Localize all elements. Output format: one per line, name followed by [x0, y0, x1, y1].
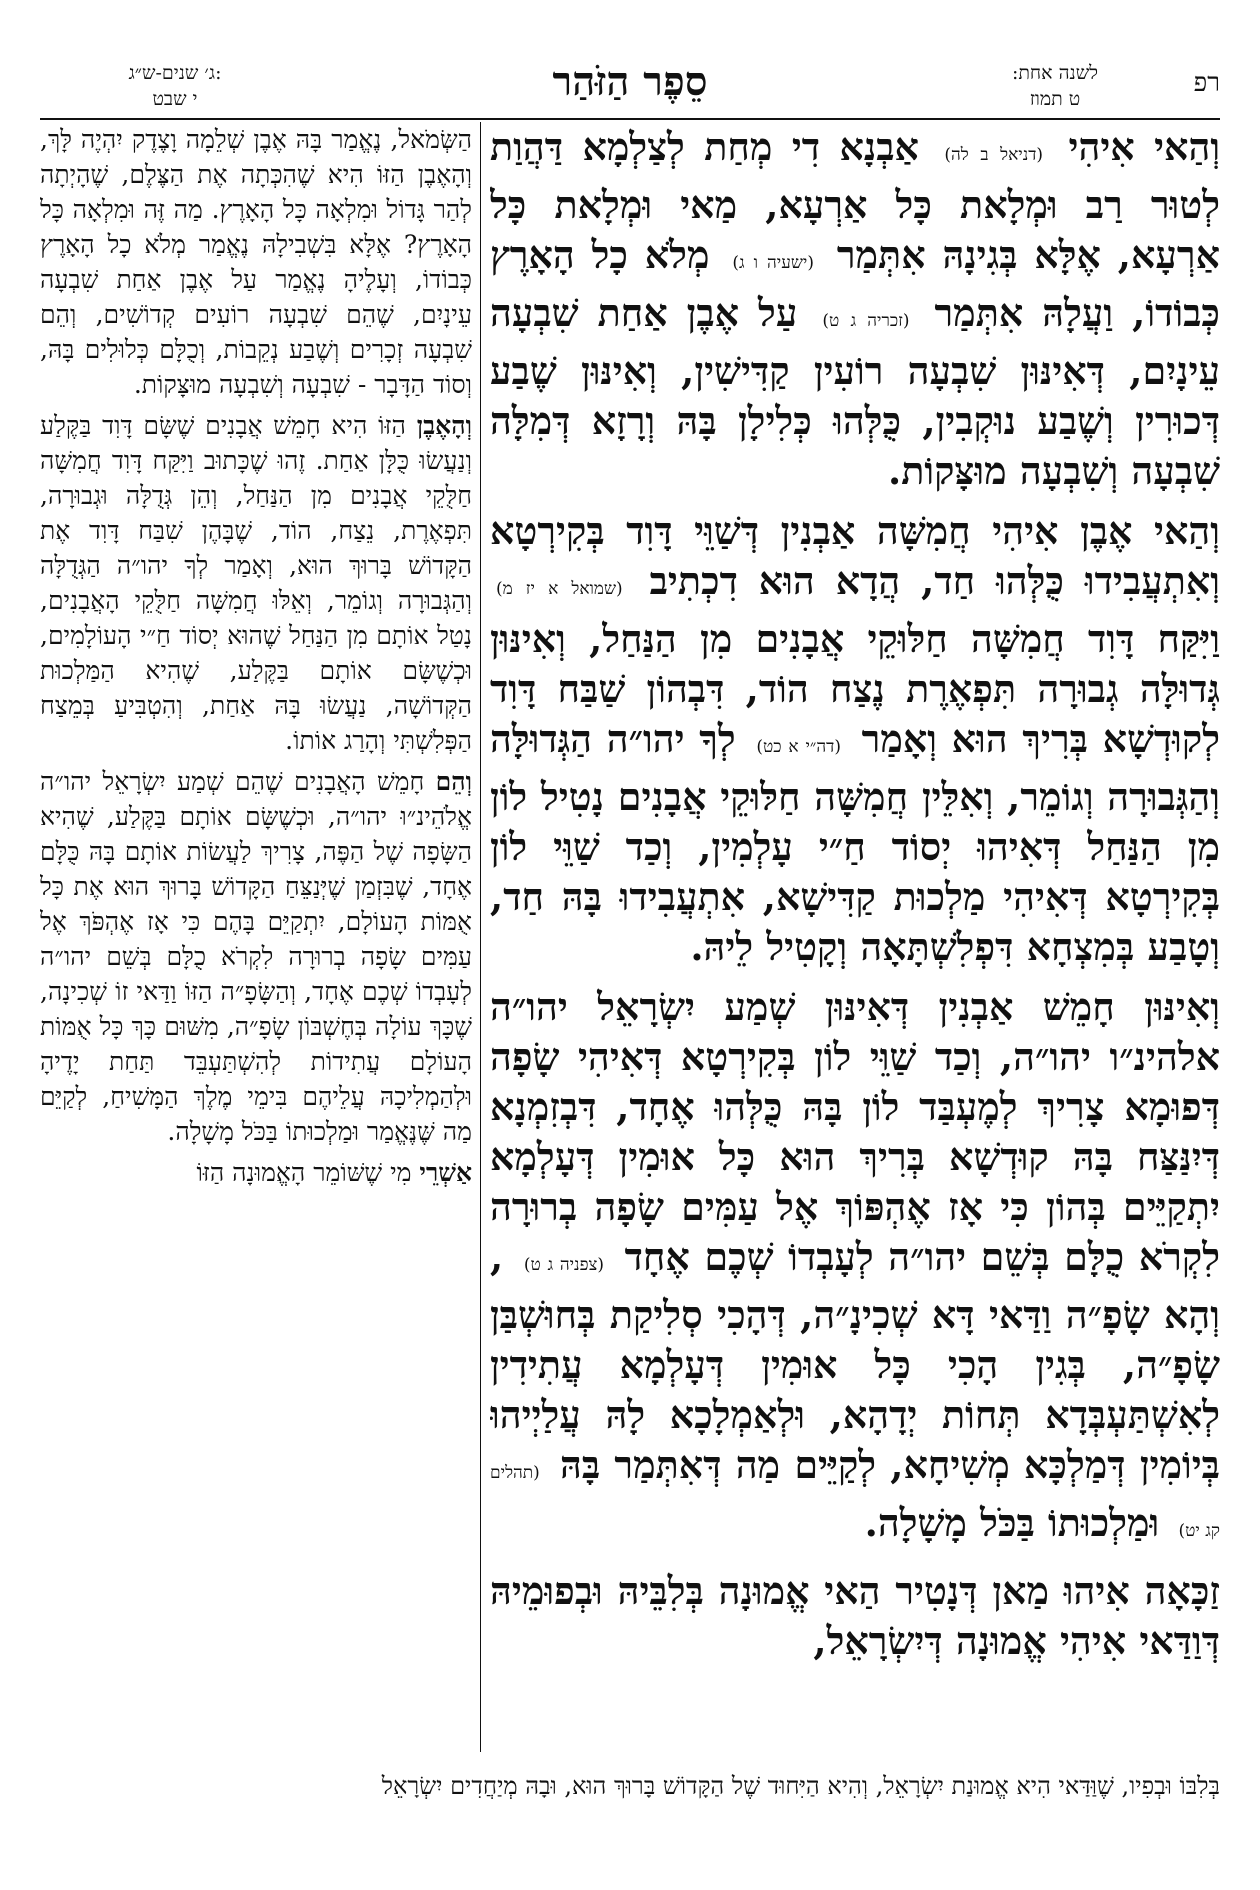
main-paragraph: [490, 1566, 1220, 1666]
scripture-reference: (ישעיה ו ג): [732, 253, 814, 273]
paragraph-text: אִיהוּ מַאן דְּנָטִיר הַאי אֱמוּנָה בְּלִבֵּיהּ וּבְפוּמֵיהּ דְּוַדַּאי אִיהִי אֱמוּנָה דְּיִשְׂרָאֵל,: [490, 1568, 1220, 1663]
scripture-reference: (צפניה ג ט): [523, 1255, 605, 1275]
paragraph-text: עַל אֶבֶן אַחַת שִׁבְעָה עֵינָיִם, דְּאִינּוּן שִׁבְעָה רוֹעִין קַדִּישִׁין, וְאִינּוּן שֶׁבַע דְּכוּרִין וְשֶׁבַע נוּקְבִין, כֻּלְּהוּ כְּלִילָן בָּהּ וְרָזָא דְּמִלָּה שִׁבְעָה וְשִׁבְעָה מוּצָּקוֹת.: [490, 290, 1220, 493]
main-paragraph: [490, 122, 1220, 496]
footer-continuation: בְּלִבּוֹ וּבְפִיו, שֶׁוַּדַּאי הִיא אֱמוּנַת יִשְׂרָאֵל, וְהִיא הַיִּחוּד שֶׁל הַקָּדוֹשׁ בָּרוּךְ הוּא, וּבָהּ מְיַחֲדִים יִשְׂרָאֵל: [381, 1772, 1220, 1800]
translation-paragraph: [40, 408, 472, 758]
scripture-reference: (זכריה ג ט): [822, 311, 910, 331]
main-text-column: [490, 122, 1220, 1732]
paragraph-lead: וְהַאי אִיהִי: [1068, 124, 1220, 169]
schedule-date: י שבט: [152, 88, 198, 110]
translation-column: [40, 122, 472, 1742]
header-left: [40, 60, 310, 112]
paragraph-text: וַיִּקַּח דָּוִד חֲמִשָּׁה חַלּוּקֵי אֲבָנִים מִן הַנַּחַל, וְאִינּוּן גְּדוּלָּה גְבוּרָה תִּפְאֶרֶת נֶצַח הוֹד, דִּבְהוֹן שַׁבַּח דָּוִד לְקוּדְשָׁא בְּרִיךְ הוּא וְאָמַר: [490, 616, 1220, 761]
translation-paragraph: [40, 764, 472, 1149]
paragraph-text: מְלֹא כָל הָאָרֶץ כְּבוֹדוֹ, וַעֲלָהּ אִתְּמַר: [490, 232, 1220, 335]
reading-date: ט תמוז: [1029, 88, 1081, 110]
paragraph-lead: זַכָּאָה: [1144, 1568, 1220, 1613]
paragraph-lead: וְהַאי אֶבֶן: [1080, 508, 1220, 553]
paragraph-text: לְךָ יהו״ה הַגְּדוּלָּה וְהַגְּבוּרָה וְגוֹמֵר, וְאִלֵּין חֲמִשָּׁה חַלּוּקֵי אֲבָנִים נָטִיל לוֹן מִן הַנַּחַל דְּאִיהוּ יְסוֹד חַ״י עָלְמִין, וְכַד שַׁוֵּי לוֹן בְּקִירְטָא דְּאִיהִי מַלְכוּת קַדִּישָׁא, אִתְעֲבִידוּ בָּהּ חַד, וְטָבַע בְּמִצְחָא דִּפְלִשְׁתָּאָה וְקָטִיל לֵיהּ.: [490, 716, 1220, 969]
book-title: סֵפֶר הַזֹּהַר: [552, 58, 708, 105]
scripture-reference: (דניאל ב לה): [944, 145, 1044, 165]
scripture-reference: (דה״י א כט): [756, 737, 841, 757]
translation-text: חָמֵשׁ הָאֲבָנִים שֶׁהֵם שְׁמַע יִשְׂרָאֵל יהו״ה אֱלֹהֵינ״וּ יהו״ה, וּכְשֶׁשָּׂם אוֹתָם בַּקֶּלַע, שֶׁהִיא הַשָּׂפָה שֶׁל הַפֶּה, צָרִיךְ לַעֲשׂוֹת אוֹתָם בָּהּ כֻּלָּם אֶחָד, שֶׁבִּזְמַן שֶׁיְּנַצֵּחַ הַקָּדוֹשׁ בָּרוּךְ הוּא אֶת כָּל אֻמּוֹת הָעוֹלָם, יִתְקַיֵּם בָּהֶם כִּי אָז אֶהְפֹּךְ אֶל עַמִּים שָׂפָה בְרוּרָה לִקְרֹא כֻלָּם בְּשֵׁם יהו״ה לְעָבְדוֹ שְׁכֶם אֶחָד, וְהַשָּׂפָ״ה הַזּוֹ וַדַּאי זוֹ שְׁכִינָה, שֶׁכָּךְ עוֹלָה בְּחֶשְׁבּוֹן שָׂפָ״ה, מִשּׁוּם כָּךְ כָּל אֻמּוֹת הָעוֹלָם עֲתִידוֹת לְהִשְׁתַּעְבֵּד תַּחַת יָדֶיהָ וּלְהַמְלִיכָהּ עֲלֵיהֶם בִּימֵי מֶלֶךְ הַמָּשִׁיחַ, לְקַיֵּם מַה שֶּׁנֶּאֱמַר וּמַלְכוּתוֹ בַּכֹּל מָשָׁלָה.: [40, 767, 472, 1146]
main-paragraph: [490, 982, 1220, 1556]
paragraph-text: אִיהִי חֲמִשָּׁה אַבְנִין דְּשַׁוֵּי דָּוִד בְּקִירְטָא וְאִתְעֲבִידוּ כֻּלְּהוּ חַד, הֲדָא הוּא דִכְתִיב: [490, 508, 1220, 603]
paragraph-lead: וְאִינּוּן: [1144, 984, 1220, 1029]
main-paragraph: [490, 506, 1220, 972]
page-number: רפ: [1193, 68, 1220, 98]
schedule-label: ג׳ שנים-ש״ג:: [128, 62, 222, 84]
scripture-reference: (שמואל א יז מ): [496, 579, 623, 599]
paragraph-text: חָמֵשׁ אַבְנִין דְּאִינּוּן שְׁמַע יִשְׂרָאֵל יהו״ה אלהינ״ו יהו״ה, וְכַד שַׁוֵּי לוֹן בְּקִירְטָא דְּאִיהִי שָׂפָה דְּפוּמָא צָרִיךְ לְמֶעְבַּד לוֹן בָּהּ כֻּלְּהוּ אֶחָד, דִּבְזִמְנָא דְּיִנַּצַּח בָּהּ קוּדְשָׁא בְּרִיךְ הוּא כָּל אוּמִין דְּעָלְמָא יִתְקַיֵּים בְּהוֹן כִּי אָז אֶהְפּוֹךְ אֶל עַמִּים שָׂפָה בְרוּרָה לִקְרֹא כֻלָּם בְּשֵׁם יהו״ה לְעָבְדוֹ שְׁכֶם אֶחָד: [490, 984, 1220, 1279]
column-divider: [480, 122, 481, 1752]
scripture-reference: (תהלים קג יט): [490, 1463, 1220, 1541]
translation-text: מִי שֶׁשּׁוֹמֵר הָאֱמוּנָה הַזּוֹ: [196, 1158, 412, 1187]
paragraph-text: , וְהָא שָׂפָ״ה וַדַּאי דָּא שְׁכִינָ״ה, דְּהָכִי סְלִיקַת בְּחוּשְׁבַּן שָׂפָ״ה, בְּגִין הָכִי כָּל אוּמִין דְּעָלְמָא עֲתִידִין לְאִשְׁתַּעְבְּדָא תְּחוֹת יְדָהָא, וּלְאַמְלָכָא לָהּ עֲלַיְיהוּ בְּיוֹמִין דְּמַלְכָּא מְשִׁיחָא, לְקַיֵּים מַה דְּאִתְּמַר בָּהּ: [490, 1234, 1220, 1487]
reading-schedule-label: לשנה אחת:: [1011, 62, 1099, 84]
translation-lead: וְהֵם: [435, 767, 472, 796]
translation-paragraph: [40, 1155, 472, 1190]
translation-lead: אַשְׁרֵי: [419, 1158, 472, 1187]
header-rule: [40, 118, 1220, 120]
translation-paragraph: הַשְּׂמֹאל, נֶאֱמַר בָּהּ אֶבֶן שְׁלֵמָה וָצֶדֶק יִהְיֶה לָּךְ, וְהָאֶבֶן הַזּוֹ הִיא שֶׁהִכְּתָה אֶת הַצֶּלֶם, שֶׁהָיְתָה לְהַר גָּדוֹל וּמִלְאָה כָּל הָאָרֶץ. מַה זֶּה וּמִלְאָה כָּל הָאָרֶץ? אֶלָּא בִּשְׁבִילָהּ נֶאֱמַר מְלֹא כָל הָאָרֶץ כְּבוֹדוֹ, וְעָלֶיהָ נֶאֱמַר עַל אֶבֶן אַחַת שִׁבְעָה עֵינָיִם, שֶׁהֵם שִׁבְעָה רוֹעִים קְדוֹשִׁים, וְהֵם שִׁבְעָה זְכָרִים וְשֶׁבַע נְקֵבוֹת, וְכֻלָּם כְּלוּלִים בָּהּ, וְסוֹד הַדָּבָר - שִׁבְעָה וְשִׁבְעָה מוּצָּקוֹת.: [40, 125, 472, 399]
paragraph-text: אַבְנָא דִי מְחַת לְצַלְמָא דַּהֲוַת לְטוּר רַב וּמְלָאת כָּל אַרְעָא, מַאי וּמְלָאת כָּל אַרְעָא, אֶלָּא בְּגִינָהּ אִתְּמַר: [490, 124, 1220, 277]
translation-lead: וְהָאֶבֶן: [416, 411, 472, 440]
translation-text: הַזּוֹ הִיא חָמֵשׁ אֲבָנִים שֶׁשָּׂם דָּוִד בַּקֶּלַע וְנַעֲשׂוּ כֻּלָּן אַחַת. זֶהוּ שֶׁכָּתוּב וַיִּקַּח דָּוִד חֲמִשָּׁה חַלֻּקֵי אֲבָנִים מִן הַנַּחַל, וְהֵן גְּדֻלָּה וּגְבוּרָה, תִּפְאֶרֶת, נֵצַח, הוֹד, שֶׁבָּהֶן שִׁבַּח דָּוִד אֶת הַקָּדוֹשׁ בָּרוּךְ הוּא, וְאָמַר לְךָ יהו״ה הַגְּדֻלָּה וְהַגְּבוּרָה וְגוֹמֵר, וְאֵלּוּ חֲמִשָּׁה חַלֻּקֵי הָאֲבָנִים, נָטַל אוֹתָם מִן הַנַּחַל שֶׁהוּא יְסוֹד חַ״י הָעוֹלָמִים, וּכְשֶׁשָּׂם אוֹתָם בַּקֶּלַע, שֶׁהִיא הַמַּלְכוּת הַקְּדוֹשָׁה, נַעֲשׂוּ בָּהּ אַחַת, וְהִטְבִּיעַ בְּמֵצַח הַפְּלִשְׁתִּי וְהָרַג אוֹתוֹ.: [40, 411, 472, 755]
paragraph-text: וּמַלְכוּתוֹ בַּכֹּל מָשָׁלָה.: [864, 1500, 1160, 1545]
